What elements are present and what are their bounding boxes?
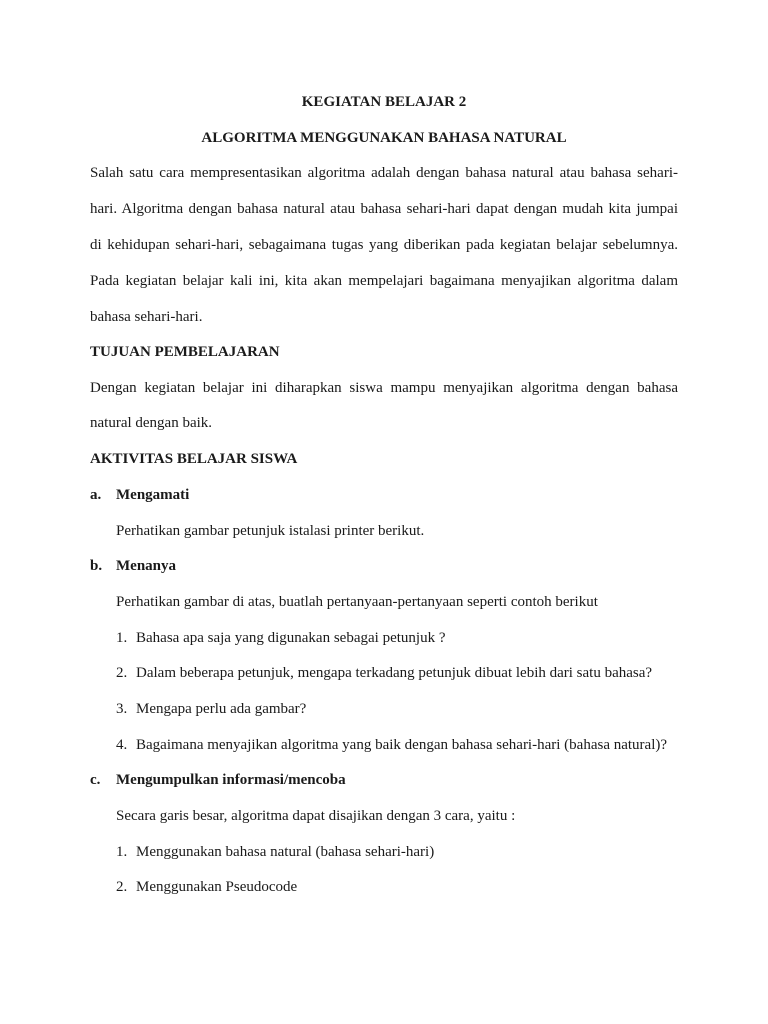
section-c-text: Secara garis besar, algoritma dapat disajikan dengan 3 cara, yaitu :: [116, 808, 516, 824]
activities-heading: AKTIVITAS BELAJAR SISWA: [90, 451, 298, 467]
page-subtitle: ALGORITMA MENGGUNAKAN BAHASA NATURAL: [201, 130, 567, 146]
section-a-marker: a.: [90, 487, 102, 503]
intro-line-4: Pada kegiatan belajar kali ini, kita akan mempelajari bagaimana menyajikan algoritma dalam: [90, 273, 678, 289]
list-item-text: Menggunakan Pseudocode: [136, 879, 298, 895]
list-item-number: 3.: [116, 701, 128, 717]
list-item-number: 2.: [116, 879, 128, 895]
section-b-label: Menanya: [116, 558, 176, 574]
list-item-number: 2.: [116, 665, 128, 681]
list-item-number: 1.: [116, 630, 128, 646]
list-item-text: Mengapa perlu ada gambar?: [136, 701, 307, 717]
section-c-marker: c.: [90, 772, 101, 788]
list-item-text: Menggunakan bahasa natural (bahasa sehari-hari): [136, 844, 435, 860]
list-item-number: 4.: [116, 737, 128, 753]
intro-line-1: Salah satu cara mempresentasikan algoritma adalah dengan bahasa natural atau bahasa sehari-: [90, 165, 678, 181]
goals-line-2: natural dengan baik.: [90, 415, 213, 431]
page-title: KEGIATAN BELAJAR 2: [301, 94, 467, 110]
intro-line-5: bahasa sehari-hari.: [90, 309, 203, 325]
list-item-text: Dalam beberapa petunjuk, mengapa terkadang petunjuk dibuat lebih dari satu bahasa?: [136, 665, 653, 681]
list-item-text: Bagaimana menyajikan algoritma yang baik dengan bahasa sehari-hari (bahasa natural)?: [136, 737, 668, 753]
section-c-label: Mengumpulkan informasi/mencoba: [116, 772, 346, 788]
goals-heading: TUJUAN PEMBELAJARAN: [90, 344, 280, 360]
section-a-text: Perhatikan gambar petunjuk istalasi printer berikut.: [116, 523, 425, 539]
section-b-marker: b.: [90, 558, 103, 574]
section-b-text: Perhatikan gambar di atas, buatlah pertanyaan-pertanyaan seperti contoh berikut: [116, 594, 598, 610]
section-a-label: Mengamati: [116, 487, 190, 503]
intro-line-3: di kehidupan sehari-hari, sebagaimana tugas yang diberikan pada kegiatan belajar sebelumnya.: [90, 237, 678, 253]
list-item-number: 1.: [116, 844, 128, 860]
list-item-text: Bahasa apa saja yang digunakan sebagai petunjuk ?: [136, 630, 446, 646]
goals-line-1: Dengan kegiatan belajar ini diharapkan siswa mampu menyajikan algoritma dengan bahasa: [90, 380, 678, 396]
intro-line-2: hari. Algoritma dengan bahasa natural atau bahasa sehari-hari dapat dengan mudah kita jumpai: [90, 201, 678, 217]
